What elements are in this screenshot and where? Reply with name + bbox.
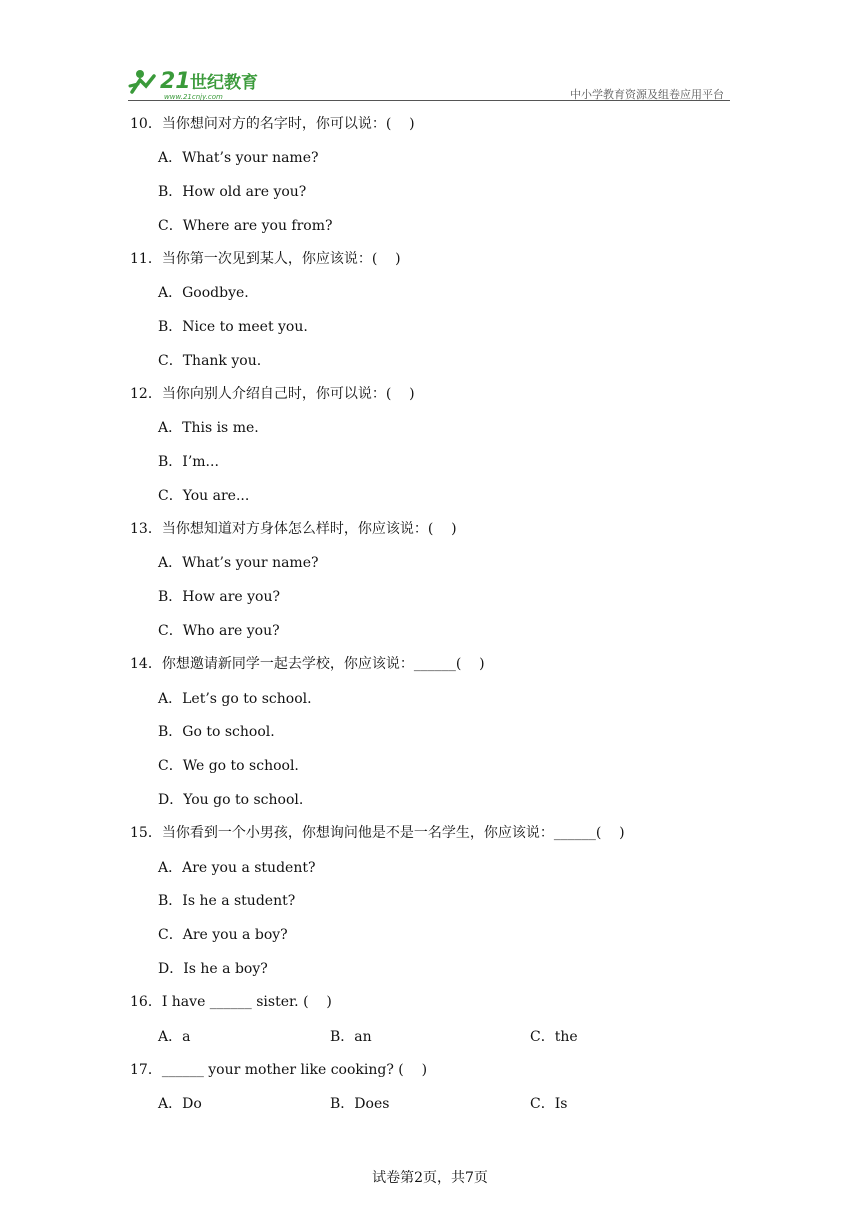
q13-option-a: A．What’s your name? [158, 555, 319, 571]
q17-option-c: C．Is [530, 1096, 568, 1112]
header-platform-text: 中小学教育资源及组卷应用平台 [570, 88, 724, 101]
svg-text:世纪教育: 世纪教育 [190, 73, 258, 93]
page-header [128, 62, 730, 102]
q10-option-c: C．Where are you from? [158, 218, 333, 234]
q16-option-c: C．the [530, 1029, 578, 1045]
question-12: 12．当你向别人介绍自己时，你可以说：( ) [130, 386, 415, 402]
question-13: 13．当你想知道对方身体怎么样时，你应该说：( ) [130, 521, 457, 537]
q10-option-a: A．What’s your name? [158, 150, 319, 166]
q14-option-d: D．You go to school. [158, 792, 304, 808]
q10-option-b: B．How old are you? [158, 184, 307, 200]
q12-option-c: C．You are... [158, 488, 250, 504]
q15-option-c: C．Are you a boy? [158, 927, 288, 943]
q15-option-a: A．Are you a student? [158, 860, 316, 876]
q16-option-b: B．an [330, 1029, 372, 1045]
svg-text:www.21cnjy.com: www.21cnjy.com [164, 93, 223, 101]
question-15: 15．当你看到一个小男孩，你想询问他是不是一名学生，你应该说：______( ) [130, 825, 625, 841]
q14-option-a: A．Let’s go to school. [158, 691, 312, 707]
q15-option-b: B．Is he a student? [158, 893, 296, 909]
header-divider [128, 100, 730, 101]
q14-option-b: B．Go to school. [158, 724, 275, 740]
question-10: 10．当你想问对方的名字时，你可以说：( ) [130, 116, 415, 132]
q17-option-b: B．Does [330, 1096, 390, 1112]
q11-option-a: A．Goodbye. [158, 285, 249, 301]
page-footer: 试卷第2页，共7页 [372, 1170, 488, 1186]
q14-option-c: C．We go to school. [158, 758, 299, 774]
question-14: 14．你想邀请新同学一起去学校，你应该说：______( ) [130, 656, 485, 672]
q17-option-a: A．Do [158, 1096, 202, 1112]
svg-text:21: 21 [160, 69, 191, 94]
question-16: 16．I have ______ sister. ( ) [130, 994, 332, 1010]
q16-option-a: A．a [158, 1029, 191, 1045]
question-11: 11．当你第一次见到某人，你应该说：( ) [130, 251, 401, 267]
q13-option-b: B．How are you? [158, 589, 280, 605]
q12-option-b: B．I’m... [158, 454, 219, 470]
q11-option-b: B．Nice to meet you. [158, 319, 308, 335]
q15-option-d: D．Is he a boy? [158, 961, 268, 977]
logo-21cnjy [128, 62, 268, 102]
question-17: 17．______ your mother like cooking? ( ) [130, 1062, 428, 1078]
q11-option-c: C．Thank you. [158, 353, 262, 369]
q13-option-c: C．Who are you? [158, 623, 280, 639]
q12-option-a: A．This is me. [158, 420, 259, 436]
